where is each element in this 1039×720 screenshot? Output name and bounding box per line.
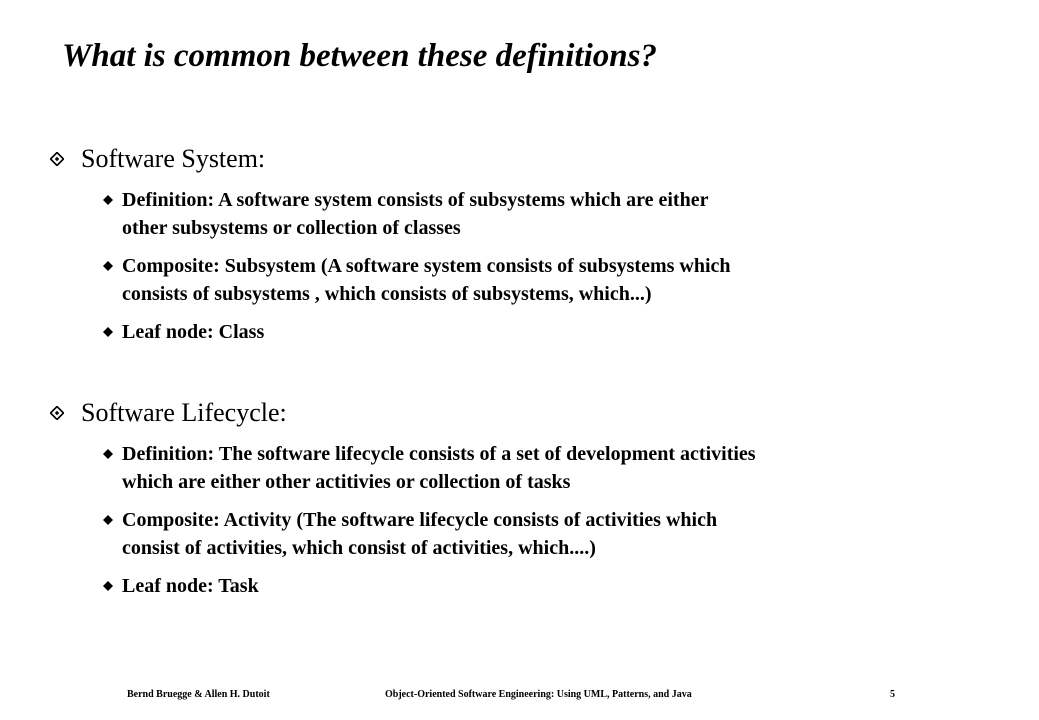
filled-diamond-icon	[103, 449, 113, 459]
list-item-line: Composite: Activity (The software lifecycle consists of activities which	[122, 509, 718, 531]
footer-authors: Bernd Bruegge & Allen H. Dutoit	[127, 689, 270, 700]
list-item-composite	[50, 252, 1010, 308]
list-item-line: Definition: The software lifecycle consists of a set of development activities	[122, 443, 756, 465]
filled-diamond-icon	[103, 195, 113, 205]
filled-diamond-icon	[103, 515, 113, 525]
section-software-system	[50, 142, 1010, 356]
section-heading-label: Software Lifecycle:	[81, 398, 287, 427]
list-item-leaf-node	[50, 318, 1010, 346]
slide-title: What is common between these definitions?	[62, 38, 657, 74]
list-item-line: Composite: Subsystem (A software system consists of subsystems which	[122, 255, 731, 277]
list-item-line: which are either other actitivies or collection of tasks	[122, 471, 571, 493]
section-software-lifecycle	[50, 396, 1010, 610]
list-item-line: Leaf node: Task	[122, 575, 259, 597]
list-item-line: consists of subsystems , which consists of subsystems, which...)	[122, 283, 652, 305]
hollow-diamond-icon	[50, 406, 64, 420]
bullet-list	[50, 440, 1010, 600]
list-item-line: other subsystems or collection of classes	[122, 217, 461, 239]
list-item-line: Leaf node: Class	[122, 321, 265, 343]
section-heading-label: Software System:	[81, 144, 266, 173]
list-item-line: Definition: A software system consists of subsystems which are either	[122, 189, 709, 211]
filled-diamond-icon	[103, 327, 113, 337]
list-item-leaf-node	[50, 572, 1010, 600]
list-item-composite	[50, 506, 1010, 562]
list-item-definition	[50, 440, 1010, 496]
bullet-list	[50, 186, 1010, 346]
hollow-diamond-icon	[50, 152, 64, 166]
footer-page-number: 5	[890, 689, 895, 700]
filled-diamond-icon	[103, 261, 113, 271]
filled-diamond-icon	[103, 581, 113, 591]
section-heading	[50, 142, 1010, 176]
footer-book-title: Object-Oriented Software Engineering: Using UML, Patterns, and Java	[385, 689, 692, 700]
list-item-line: consist of activities, which consist of activities, which....)	[122, 537, 596, 559]
section-heading	[50, 396, 1010, 430]
list-item-definition	[50, 186, 1010, 242]
